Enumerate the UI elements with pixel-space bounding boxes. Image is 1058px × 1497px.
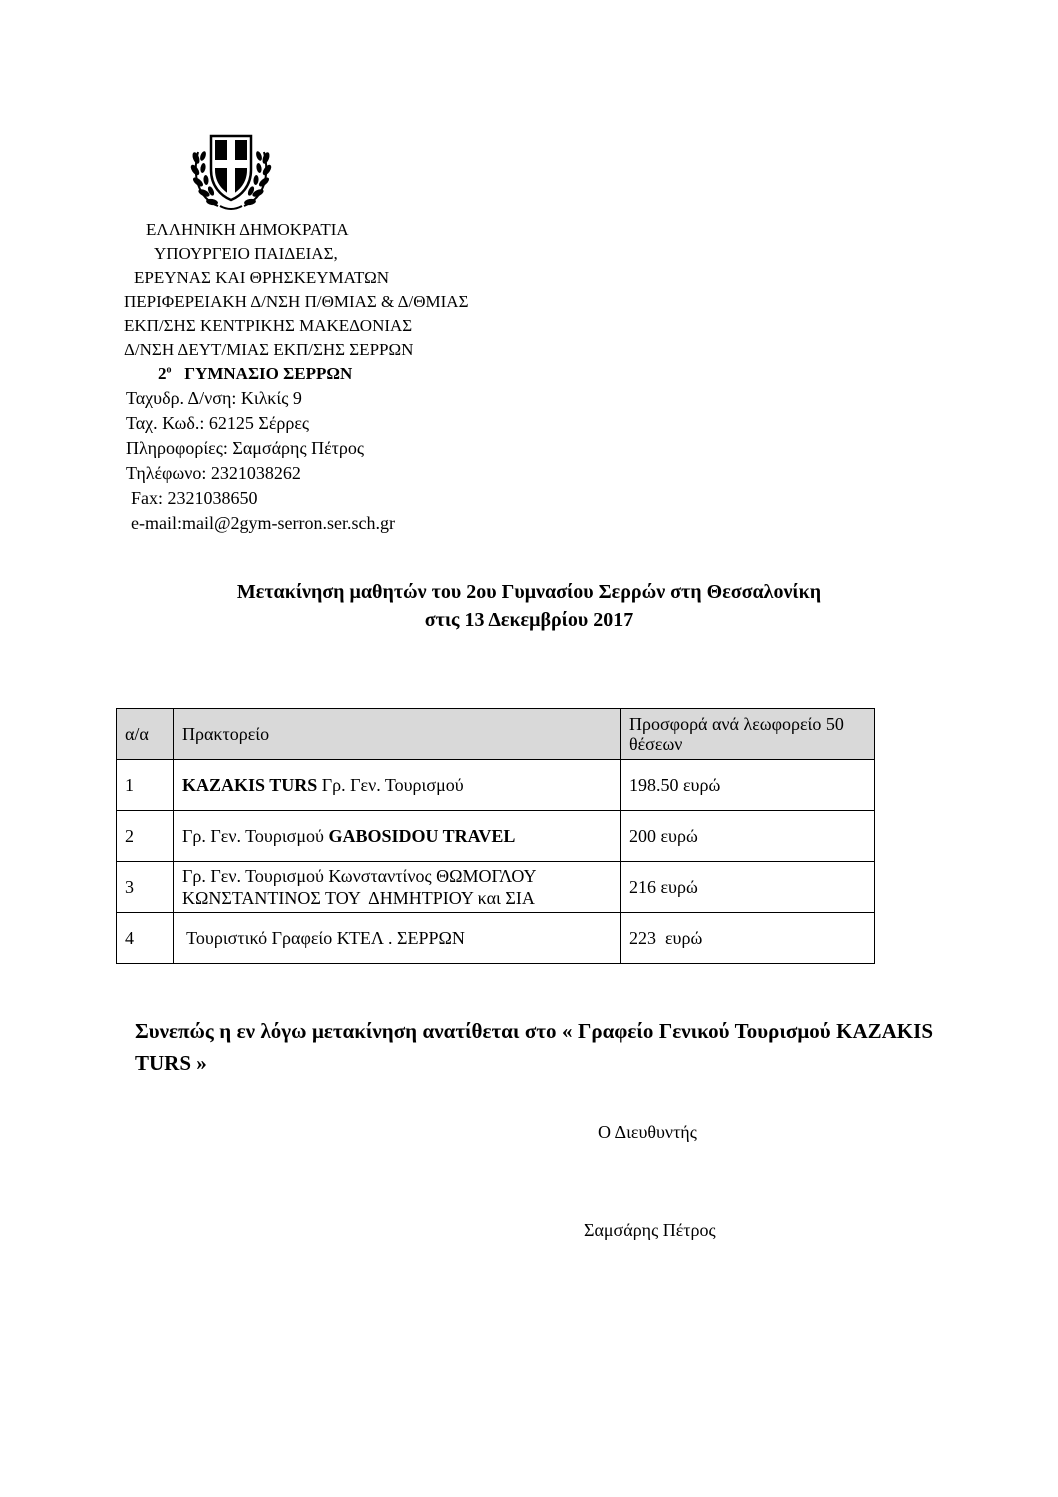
header-line: ΕΚΠ/ΣΗΣ ΚΕΝΤΡΙΚΗΣ ΜΑΚΕΔΟΝΙΑΣ	[124, 316, 413, 335]
conclusion-text: Συνεπώς η εν λόγω μετακίνηση ανατίθεται στο « Γραφείο Γενικού Τουρισμού KAZAKIS TURS »	[135, 1019, 933, 1075]
agency-line: ΚΩΝΣΤΑΝΤΙΝΟΣ ΤΟΥ ΔΗΜΗΤΡΙΟΥ και ΣΙΑ	[182, 888, 535, 908]
table-row	[117, 913, 875, 964]
row-number: 3	[117, 862, 174, 913]
school-number: 2	[158, 364, 167, 383]
row-agency	[174, 811, 621, 862]
school-name-line	[158, 362, 352, 386]
document-date: στις 13 Δεκεμβρίου 2017	[424, 609, 634, 631]
table-row	[117, 862, 875, 913]
agency-name-bold: KAZAKIS TURS	[182, 774, 318, 795]
contact-phone: Τηλέφωνο: 2321038262	[126, 463, 301, 483]
school-number-sup: ο	[166, 364, 172, 376]
contact-info: Πληροφορίες: Σαμσάρης Πέτρος	[126, 438, 364, 458]
greek-emblem-icon	[190, 128, 272, 212]
table-row	[117, 760, 875, 811]
row-number: 1	[117, 760, 174, 811]
agency-name-bold: GABOSIDOU TRAVEL	[328, 825, 516, 846]
signature-name: Σαμσάρης Πέτρος	[584, 1220, 716, 1240]
row-offer: 216 ευρώ	[621, 862, 875, 913]
header-line: ΥΠΟΥΡΓΕΙΟ ΠΑΙΔΕΙΑΣ,	[154, 244, 338, 263]
contact-fax: Fax: 2321038650	[131, 488, 258, 508]
row-number: 2	[117, 811, 174, 862]
table-header-row	[117, 709, 875, 760]
agency-line: Γρ. Γεν. Τουρισμού Κωνσταντίνος ΘΩΜΟΓΛΟΥ	[182, 866, 537, 886]
document-title: Μετακίνηση μαθητών του 2ου Γυμνασίου Σερρών στη Θεσσαλονίκη	[236, 581, 822, 603]
header-line: ΕΛΛΗΝΙΚΗ ΔΗΜΟΚΡΑΤΙΑ	[146, 220, 349, 239]
agency-name-prefix: Γρ. Γεν. Τουρισμού	[182, 825, 329, 846]
row-agency	[174, 760, 621, 811]
table-row	[117, 811, 875, 862]
offers-table	[116, 708, 875, 964]
row-offer: 223 ευρώ	[621, 913, 875, 964]
contact-email: e-mail:mail@2gym-serron.ser.sch.gr	[131, 513, 396, 533]
agency-name-rest: Γρ. Γεν. Τουρισμού	[317, 774, 464, 795]
school-name: ΓΥΜΝΑΣΙΟ ΣΕΡΡΩΝ	[184, 364, 353, 383]
contact-address: Ταχυδρ. Δ/νση: Κιλκίς 9	[126, 388, 302, 408]
row-agency: Τουριστικό Γραφείο ΚΤΕΛ . ΣΕΡΡΩΝ	[174, 913, 621, 964]
header-line: Δ/ΝΣΗ ΔΕΥΤ/ΜΙΑΣ ΕΚΠ/ΣΗΣ ΣΕΡΡΩΝ	[124, 340, 414, 359]
signature-role: Ο Διευθυντής	[598, 1122, 697, 1142]
contact-postcode: Ταχ. Κωδ.: 62125 Σέρρες	[126, 413, 310, 433]
header-agency: Πρακτορείο	[174, 709, 621, 760]
header-number: α/α	[117, 709, 174, 760]
header-offer: Προσφορά ανά λεωφορείο 50 θέσεων	[621, 709, 875, 760]
header-line: ΠΕΡΙΦΕΡΕΙΑΚΗ Δ/ΝΣΗ Π/ΘΜΙΑΣ & Δ/ΘΜΙΑΣ	[124, 292, 469, 311]
row-number: 4	[117, 913, 174, 964]
header-line: ΕΡΕΥΝΑΣ ΚΑΙ ΘΡΗΣΚΕΥΜΑΤΩΝ	[134, 268, 390, 287]
row-offer: 200 ευρώ	[621, 811, 875, 862]
row-agency	[174, 862, 621, 913]
row-offer: 198.50 ευρώ	[621, 760, 875, 811]
